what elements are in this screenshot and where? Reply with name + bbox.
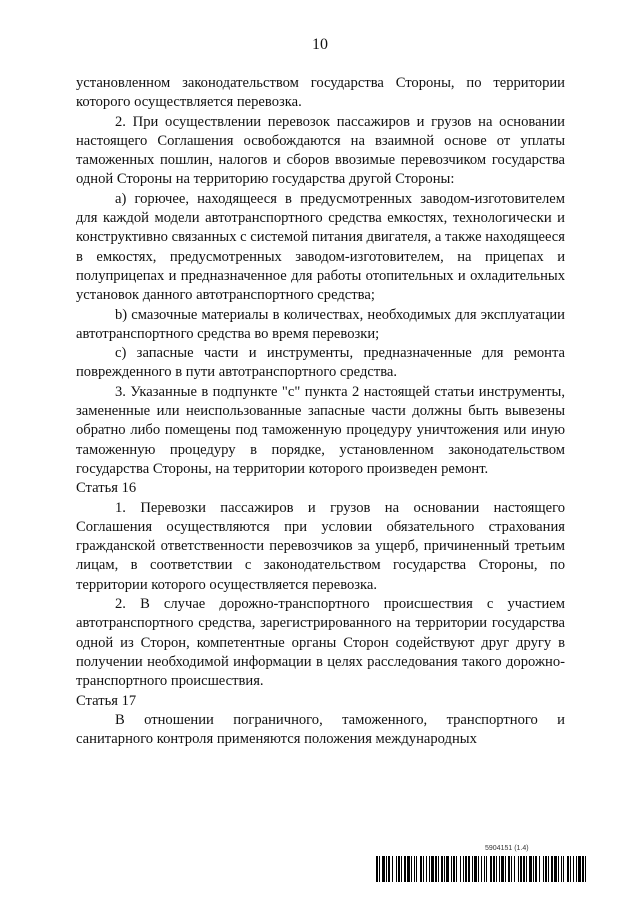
paragraph: a) горючее, находящееся в предусмотренных заводом-изготовителем для каждой модели автотранспортного средства емкостях, технологически и конструктивно связанных с системой питания двигателя, а также находящееся в емкостях, предусмотренных заводом-изготовителем, на прицепах и полуприцепах и предназначенное для работы отопительных и охладительных установок данного автотранспортного средства; <box>76 190 565 304</box>
barcode-bar <box>496 856 497 882</box>
barcode-bar <box>396 856 397 882</box>
barcode-bar <box>451 856 452 882</box>
barcode-bar <box>563 856 564 882</box>
barcode-bar <box>493 856 495 882</box>
paragraph: 1. Перевозки пассажиров и грузов на основании настоящего Соглашения осуществляются при условии обязательного страхования гражданской ответственности перевозчиков за ущерб, причиненный третьим лицам, в соответствии с законодательством государства Стороны, по территории которого осуществляется перевозка. <box>76 499 565 593</box>
barcode-bar <box>474 856 477 882</box>
barcode-bar <box>490 856 492 882</box>
barcode-bar <box>514 856 515 882</box>
barcode-bar <box>456 856 457 882</box>
barcode-bar <box>453 856 455 882</box>
paragraph: 2. В случае дорожно-транспортного происшествия с участием автотранспортного средства, зарегистрированного на территории государства одной из Сторон, компетентные органы Сторон содействуют друг другу в получении необходимой информации в целях расследования такого дорожно-транспортного происшествия. <box>76 596 565 690</box>
barcode-bar <box>478 856 479 882</box>
barcode-bar <box>567 856 569 882</box>
barcode-bar <box>481 856 482 882</box>
document-body <box>76 74 565 749</box>
barcode-bar <box>401 856 402 882</box>
barcode-bar <box>438 856 439 882</box>
article-heading: Статья 17 <box>76 692 137 709</box>
barcode-bar <box>407 856 410 882</box>
barcode-bar <box>429 856 430 882</box>
paragraph: c) запасные части и инструменты, предназначенные для ремонта поврежденного в пути автотранспортного средства. <box>76 345 565 381</box>
barcode-bar <box>444 856 445 882</box>
barcode-bar <box>529 856 532 882</box>
paragraph: В отношении пограничного, таможенного, транспортного и санитарного контроля применяются положения международных <box>76 711 565 748</box>
barcode-bar <box>441 856 443 882</box>
paragraph: b) смазочные материалы в количествах, необходимых для эксплуатации автотранспортного средства во время перевозки; <box>76 306 565 342</box>
barcode-bar <box>499 856 500 882</box>
barcode-bar <box>426 856 427 882</box>
paragraph: 3. Указанные в подпункте "c" пункта 2 настоящей статьи инструменты, замененные или неиспользованные запасные части должны быть вывезены обратно либо помещены под таможенную процедуру уничтожения или иную таможенную процедуру в порядке, установленном законодательством государства Стороны, на территории которого произведен ремонт. <box>76 383 565 477</box>
barcode-bar <box>539 856 540 882</box>
barcode-bar <box>501 856 504 882</box>
paragraph: установленном законодательством государства Стороны, по территории которого осуществляется перевозка. <box>76 75 565 111</box>
barcode-bar <box>376 856 378 882</box>
barcode-bar <box>465 856 467 882</box>
barcode-bar <box>414 856 415 882</box>
barcode-bar <box>554 856 557 882</box>
barcode-bar <box>379 856 380 882</box>
barcode-bar <box>545 856 547 882</box>
barcode-bar <box>511 856 512 882</box>
article-heading: Статья 16 <box>76 480 137 497</box>
barcode-bar <box>431 856 434 882</box>
barcode-bar <box>382 856 385 882</box>
barcode-bar <box>535 856 537 882</box>
barcode-bar <box>423 856 424 882</box>
barcode-bar <box>573 856 574 882</box>
barcode-bar <box>558 856 559 882</box>
barcode-bar <box>398 856 400 882</box>
barcode-bar <box>518 856 519 882</box>
barcode-bar <box>578 856 581 882</box>
barcode-bar <box>526 856 527 882</box>
barcode-bar <box>548 856 549 882</box>
barcode-bar <box>392 856 393 882</box>
barcode-bar <box>523 856 525 882</box>
barcode-bar <box>508 856 510 882</box>
barcode-bar <box>533 856 534 882</box>
document-code: 5904151 (1.4) <box>485 845 529 852</box>
barcode-bar <box>435 856 437 882</box>
barcode <box>376 856 588 882</box>
paragraph: 2. При осуществлении перевозок пассажиров и грузов на основании настоящего Соглашения освобождаются на взаимной основе от уплаты таможенных пошлин, налогов и сборов ввозимые перевозчиком государства одной Стороны на территорию государства другой Стороны: <box>76 113 565 188</box>
barcode-bar <box>386 856 387 882</box>
barcode-bar <box>543 856 544 882</box>
barcode-bar <box>576 856 577 882</box>
barcode-bar <box>472 856 473 882</box>
barcode-bar <box>388 856 390 882</box>
barcode-bar <box>468 856 470 882</box>
barcode-bar <box>484 856 485 882</box>
barcode-bar <box>582 856 584 882</box>
barcode-bar <box>561 856 562 882</box>
barcode-bar <box>505 856 506 882</box>
barcode-bar <box>446 856 449 882</box>
barcode-bar <box>551 856 553 882</box>
barcode-bar <box>411 856 412 882</box>
barcode-bar <box>460 856 461 882</box>
barcode-bar <box>585 856 586 882</box>
page-number: 10 <box>312 36 328 53</box>
barcode-bar <box>404 856 406 882</box>
barcode-bar <box>570 856 571 882</box>
barcode-bar <box>463 856 464 882</box>
barcode-bar <box>420 856 422 882</box>
barcode-bar <box>520 856 522 882</box>
barcode-bar <box>416 856 417 882</box>
barcode-bar <box>486 856 487 882</box>
